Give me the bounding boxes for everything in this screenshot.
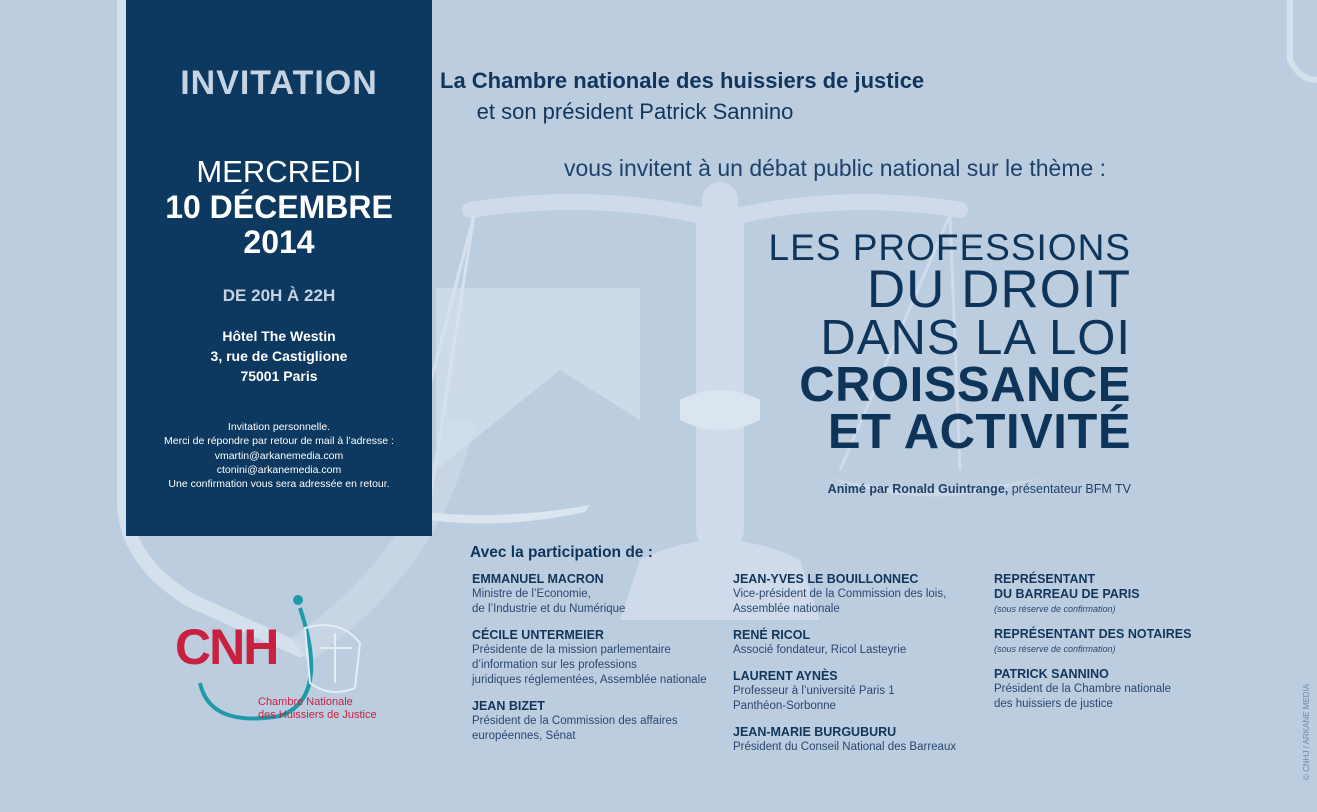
participant: [994, 572, 1244, 616]
participants-column-3: [994, 572, 1244, 723]
theme-line: DANS LA LOI: [820, 311, 1131, 366]
venue-city: 75001 Paris: [240, 368, 318, 384]
confirmation-note: (sous réserve de confirmation): [994, 644, 1116, 654]
venue-street: 3, rue de Castiglione: [210, 348, 348, 364]
participant-name: RENÉ RICOL: [733, 628, 811, 642]
participant-role: des huissiers de justice: [994, 698, 1113, 710]
debate-theme: [768, 227, 1132, 459]
participant-name: REPRÉSENTANT: [994, 572, 1096, 586]
participant-name: LAURENT AYNÈS: [733, 669, 838, 683]
participant-role: Président du Conseil National des Barreaux: [733, 741, 957, 753]
participant-name: JEAN-MARIE BURGUBURU: [733, 725, 897, 739]
participant-name: JEAN BIZET: [472, 699, 545, 713]
venue-name: Hôtel The Westin: [222, 328, 336, 344]
participant-name: JEAN-YVES LE BOUILLONNEC: [733, 572, 919, 586]
participant-role: Président de la Chambre nationale: [994, 683, 1172, 695]
participant-role: de l’Industrie et du Numérique: [472, 603, 626, 615]
rsvp-email: ctonini@arkanemedia.com: [216, 463, 342, 476]
invitation-panel: [126, 0, 432, 536]
image-credit: © CNHJ / ARKANE MEDIA: [1302, 683, 1311, 780]
logo-letters: CNH: [175, 619, 278, 675]
participant: [472, 628, 727, 688]
participant-role: Président de la Commission des affaires: [472, 715, 678, 727]
rsvp-email: vmartin@arkanemedia.com: [214, 449, 344, 462]
participant: [994, 627, 1244, 656]
event-date: [126, 190, 432, 260]
logo-caption-line: Chambre Nationale: [258, 696, 353, 708]
participant-name: PATRICK SANNINO: [994, 667, 1109, 681]
participant-role: Vice-président de la Commission des lois,: [733, 588, 947, 600]
event-hours: DE 20H À 22H: [222, 286, 336, 305]
rsvp-info: [126, 420, 432, 491]
participant-name: CÉCILE UNTERMEIER: [472, 628, 604, 642]
participant-name: EMMANUEL MACRON: [472, 572, 604, 586]
theme-line-bold: CROISSANCE: [799, 358, 1131, 413]
confirmation-note: (sous réserve de confirmation): [994, 604, 1116, 614]
participant: [994, 667, 1244, 712]
participants-heading: Avec la participation de :: [470, 544, 653, 561]
event-address: [126, 326, 432, 386]
event-day: MERCREDI: [196, 154, 362, 189]
participant: [733, 628, 988, 658]
logo-caption: [258, 696, 377, 722]
participant-role: Assemblée nationale: [733, 603, 840, 615]
invitation-title: INVITATION: [180, 64, 378, 102]
participant-role: d’information sur les professions: [472, 659, 637, 671]
invite-sentence: vous invitent à un débat public national sur le thème :: [563, 155, 1107, 181]
event-date-year: 2014: [243, 224, 315, 260]
participant: [472, 572, 727, 617]
theme-line-bold: ET ACTIVITÉ: [827, 404, 1131, 459]
theme-line: LES PROFESSIONS: [768, 227, 1131, 268]
participant-role: Professeur à l’université Paris 1: [733, 685, 895, 697]
organizer-president: et son président Patrick Sannino: [476, 99, 794, 124]
logo-caption-line: des Huissiers de Justice: [258, 709, 377, 721]
participant-name: DU BARREAU DE PARIS: [994, 587, 1140, 601]
organizer-name: La Chambre nationale des huissiers de justice: [440, 68, 925, 93]
rsvp-line: Une confirmation vous sera adressée en retour.: [168, 478, 390, 491]
organizer-header: [440, 68, 925, 125]
participant: [733, 572, 988, 617]
participant: [733, 725, 988, 755]
participant-role: Associé fondateur, Ricol Lasteyrie: [733, 644, 907, 656]
participant-role: Ministre de l’Economie,: [472, 588, 591, 600]
theme-line: DU DROIT: [866, 260, 1131, 320]
cnhj-logo: [170, 588, 380, 738]
participant: [733, 669, 988, 714]
rsvp-line: Invitation personnelle.: [227, 421, 331, 433]
moderator-name: Animé par Ronald Guintrange,: [827, 482, 1009, 496]
rsvp-line: Merci de répondre par retour de mail à l’adresse :: [164, 435, 394, 448]
participant-role: Présidente de la mission parlementaire: [472, 644, 671, 656]
participant-role: européennes, Sénat: [472, 730, 576, 742]
participant-name: REPRÉSENTANT DES NOTAIRES: [994, 627, 1192, 641]
participants-column-1: [472, 572, 727, 755]
participant-role: Panthéon-Sorbonne: [733, 700, 836, 712]
moderator-role: présentateur BFM TV: [1008, 482, 1131, 496]
participant-role: juridiques réglementées, Assemblée nationale: [472, 674, 707, 686]
participant: [472, 699, 727, 744]
participants-column-2: [733, 572, 988, 766]
moderator-line: [828, 482, 1131, 496]
event-date-day-month: 10 DÉCEMBRE: [165, 189, 393, 225]
